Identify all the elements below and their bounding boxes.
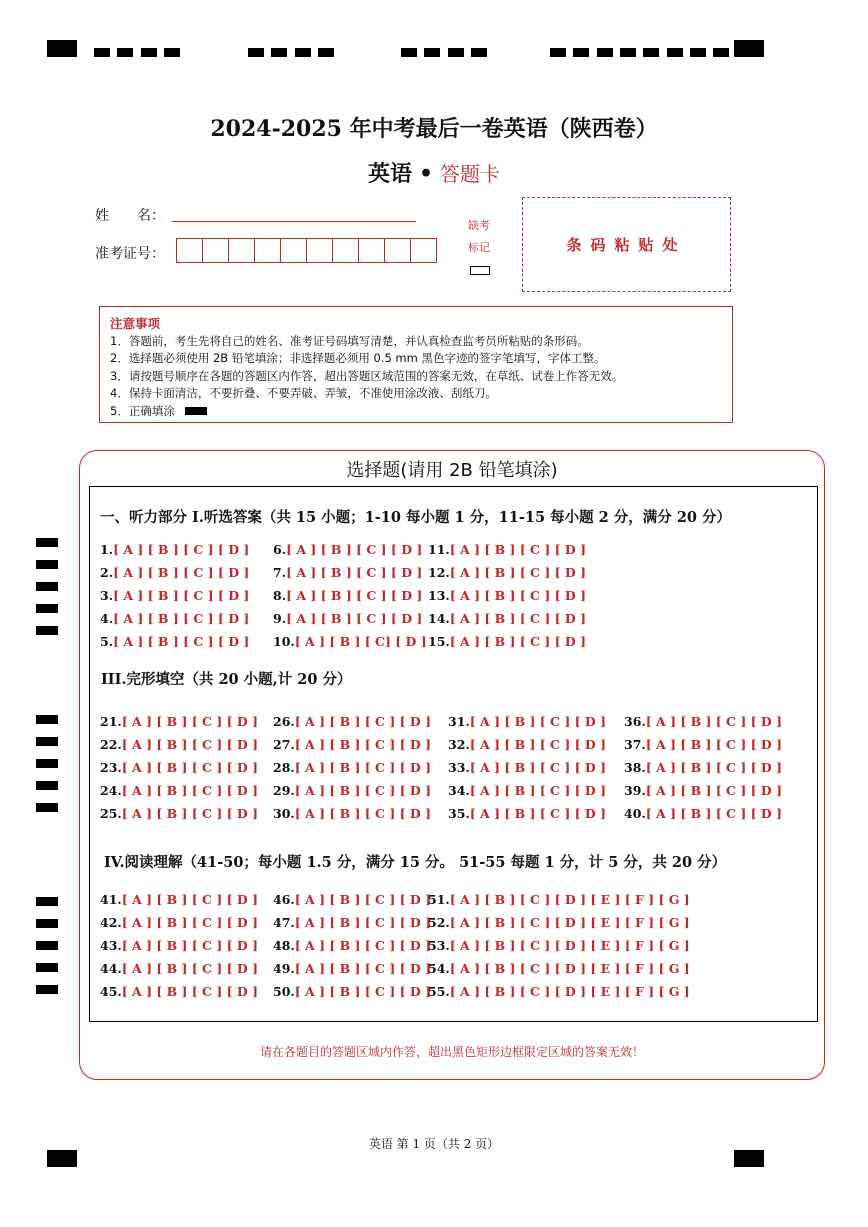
id-digit-box[interactable] [176, 238, 203, 263]
timing-mark [36, 781, 58, 790]
answer-options[interactable]: [ A ] [ B ] [ C ] [ D ] [294, 938, 431, 953]
answer-row[interactable] [273, 714, 431, 729]
answer-row[interactable] [273, 961, 431, 976]
answer-row[interactable] [100, 714, 258, 729]
answer-options[interactable]: [ A ] [ B ] [ C ] [ D ] [286, 611, 423, 626]
answer-row[interactable] [100, 984, 258, 999]
subtitle-dot: • [418, 161, 434, 187]
answer-options[interactable]: [ A ] [ B ] [ C ] [ D ] [121, 938, 258, 953]
question-number: 46. [273, 892, 295, 907]
answer-options[interactable]: [ A ] [ B ] [ C ] [ D ] [449, 634, 586, 649]
question-number: 10. [273, 634, 295, 649]
page-title: 2024-2025 年中考最后一卷英语（陕西卷） [210, 116, 658, 142]
page-subtitle [0, 157, 868, 188]
id-digit-box[interactable] [306, 238, 333, 263]
timing-mark [295, 48, 311, 57]
answer-options[interactable]: [ A ] [ B ] [ C ] [ D ] [645, 714, 782, 729]
question-number: 35. [448, 806, 470, 821]
answer-row[interactable] [100, 961, 258, 976]
barcode-label: 条码粘贴处 [566, 236, 687, 254]
answer-options[interactable]: [ A ] [ B ] [ C ] [ D ] [294, 737, 431, 752]
answer-row[interactable] [448, 737, 606, 752]
timing-mark [36, 715, 58, 724]
answer-options[interactable]: [ A ] [ B ] [ C ] [ D ] [294, 915, 431, 930]
answer-row[interactable] [100, 611, 249, 626]
question-number: 31. [448, 714, 470, 729]
name-field[interactable] [172, 221, 416, 222]
timing-mark [448, 48, 464, 57]
question-number: 22. [100, 737, 122, 752]
answer-options[interactable]: [ A ] [ B ] [ C ] [ D ] [469, 783, 606, 798]
answer-options[interactable]: [ A ] [ B ] [ C ] [ D ] [449, 565, 586, 580]
timing-mark [573, 48, 589, 57]
answer-options[interactable]: [ A ] [ B ] [ C ] [ D ] [121, 892, 258, 907]
answer-row[interactable] [428, 915, 690, 930]
notice-item: 3．请按题号顺序在各题的答题区内作答，超出答题区域范围的答案无效，在草纸、试卷上作答无效。 [110, 368, 624, 383]
answer-row[interactable] [428, 565, 586, 580]
answer-options[interactable]: [ A ] [ B ] [ C ] [ D ] [113, 611, 250, 626]
question-number: 49. [273, 961, 295, 976]
notice-item: 4．保持卡面清洁，不要折叠、不要弄破、弄皱，不准使用涂改液、刮纸刀。 [110, 386, 497, 400]
question-number: 11. [428, 542, 450, 557]
id-digit-box[interactable] [202, 238, 229, 263]
answer-row[interactable] [100, 542, 249, 557]
timing-mark [36, 538, 58, 547]
question-number: 5. [100, 634, 114, 649]
answer-options[interactable]: [ A ] [ B ] [ C ] [ D ] [121, 714, 258, 729]
answer-options[interactable]: [ A ] [ B ] [ C ] [ D ] [113, 634, 250, 649]
answer-options[interactable]: [ A ] [ B ] [ C ] [ D ] [286, 565, 423, 580]
answer-row[interactable] [100, 565, 249, 580]
answer-options[interactable]: [ A ] [ B ] [ C ] [ D ] [ E ] [ F ] [ G ] [449, 892, 690, 907]
answer-row[interactable] [273, 892, 431, 907]
answer-options[interactable]: [ A ] [ B ] [ C ] [ D ] [469, 760, 606, 775]
answer-row[interactable] [273, 588, 422, 603]
answer-row[interactable] [448, 760, 606, 775]
timing-mark [401, 48, 417, 57]
answer-options[interactable]: [ A ] [ B ] [ C ] [ D ] [294, 760, 431, 775]
timing-mark [36, 963, 58, 972]
section-listening-heading: 一、听力部分 I.听选答案（共 15 小题；1-10 每小题 1 分，11-15 每小题 2 分，满分 20 分） [100, 509, 732, 526]
timing-mark [141, 48, 157, 57]
question-number: 2. [100, 565, 114, 580]
notice-item-fill-example [110, 403, 722, 421]
answer-row[interactable] [448, 806, 606, 821]
question-number: 12. [428, 565, 450, 580]
timing-mark [36, 604, 58, 613]
question-number: 7. [273, 565, 287, 580]
answer-options[interactable]: [ A ] [ B ] [ C ] [ D ] [121, 783, 258, 798]
question-number: 6. [273, 542, 287, 557]
answer-options[interactable]: [ A ] [ B ] [ C ] [ D ] [286, 542, 423, 557]
page-footer: 英语 第 1 页（共 2 页） [368, 1137, 500, 1151]
question-number: 51. [428, 892, 450, 907]
timing-mark [597, 48, 613, 57]
question-number: 44. [100, 961, 122, 976]
answer-row[interactable] [100, 760, 258, 775]
barcode-area [522, 197, 731, 292]
question-number: 43. [100, 938, 122, 953]
answer-row[interactable] [100, 634, 249, 649]
question-number: 53. [428, 938, 450, 953]
timing-mark [248, 48, 264, 57]
timing-mark [667, 48, 683, 57]
answer-row[interactable] [273, 760, 431, 775]
timing-mark [36, 626, 58, 635]
answer-options[interactable]: [ A ] [ B ] [ C ] [ D ] [469, 714, 606, 729]
answer-row[interactable] [273, 938, 431, 953]
answer-options[interactable]: [ A ] [ B ] [ C ] [ D ] [121, 737, 258, 752]
boundary-warning: 请在各题目的答题区域内作答，超出黑色矩形边框限定区域的答案无效！ [259, 1045, 644, 1059]
answer-options[interactable]: [ A ] [ B ] [ C ] [ D ] [449, 611, 586, 626]
question-number: 25. [100, 806, 122, 821]
question-number: 24. [100, 783, 122, 798]
question-number: 23. [100, 760, 122, 775]
notice-heading: 注意事项 [110, 316, 161, 331]
timing-mark [620, 48, 636, 57]
answer-row[interactable] [100, 806, 258, 821]
timing-mark-corner-bl [47, 1150, 77, 1167]
answer-options[interactable]: [ A ] [ B ] [ C ] [ D ] [ E ] [ F ] [ G ] [449, 915, 690, 930]
answer-options[interactable]: [ A ] [ B ] [ C ] [ D ] [294, 892, 431, 907]
question-number: 3. [100, 588, 114, 603]
answer-row[interactable] [428, 961, 690, 976]
answer-row[interactable] [273, 565, 422, 580]
answer-options[interactable]: [ A ] [ B ] [ C ] [ D ] [286, 588, 423, 603]
absent-label-line2: 标记 [468, 241, 490, 254]
question-number: 32. [448, 737, 470, 752]
name-label: 姓 名： [95, 208, 165, 224]
answer-options[interactable]: [ A ] [ B ] [ C ] [ D ] [294, 984, 431, 999]
answer-row[interactable] [428, 984, 690, 999]
notice-item: 1．答题前，考生先将自己的姓名、准考证号码填写清楚，并认真检查监考员所粘贴的条形码。 [110, 333, 589, 348]
question-number: 29. [273, 783, 295, 798]
answer-options[interactable]: [ A ] [ B ] [ C ] [ D ] [645, 783, 782, 798]
answer-options[interactable]: [ A ] [ B ] [ C ] [ D ] [645, 737, 782, 752]
answer-options[interactable]: [ A ] [ B ] [ C ] [ D ] [469, 737, 606, 752]
answer-options[interactable]: [ A ] [ B ] [ C ] [ D ] [469, 806, 606, 821]
answer-row[interactable] [100, 938, 258, 953]
filled-bubble-example [185, 407, 207, 415]
answer-row[interactable] [273, 984, 431, 999]
question-number: 9. [273, 611, 287, 626]
answer-row[interactable] [624, 737, 782, 752]
answer-options[interactable]: [ A ] [ B ] [ C ] [ D ] [645, 806, 782, 821]
question-number: 15. [428, 634, 450, 649]
timing-mark [36, 985, 58, 994]
question-number: 47. [273, 915, 295, 930]
notice-item: 2．选择题必须使用 2B 铅笔填涂；非选择题必须用 0.5 mm 黑色字迹的签字笔填写，字体工整。 [110, 351, 606, 365]
answer-options[interactable]: [ A ] [ B ] [ C ] [ D ] [113, 565, 250, 580]
answer-row[interactable] [428, 892, 690, 907]
question-number: 27. [273, 737, 295, 752]
exam-id-boxes[interactable] [177, 238, 437, 263]
answer-row[interactable] [428, 542, 586, 557]
answer-row[interactable] [273, 737, 431, 752]
answer-row[interactable] [100, 892, 258, 907]
id-digit-box[interactable] [228, 238, 255, 263]
answer-options[interactable]: [ A ] [ B ] [ C ] [ D ] [449, 542, 586, 557]
timing-mark [36, 803, 58, 812]
question-number: 21. [100, 714, 122, 729]
answer-row[interactable] [448, 714, 606, 729]
question-number: 55. [428, 984, 450, 999]
question-number: 40. [624, 806, 646, 821]
timing-mark [164, 48, 180, 57]
timing-mark [36, 759, 58, 768]
answer-options[interactable]: [ A ] [ B ] [ C ] [ D ] [294, 714, 431, 729]
question-number: 8. [273, 588, 287, 603]
answer-options[interactable]: [ A ] [ B ] [ C] [ D ] [294, 634, 427, 649]
answer-row[interactable] [624, 714, 782, 729]
answer-row[interactable] [273, 806, 431, 821]
id-digit-box[interactable] [254, 238, 281, 263]
question-number: 39. [624, 783, 646, 798]
id-digit-box[interactable] [332, 238, 359, 263]
timing-mark [36, 897, 58, 906]
absent-label-line1: 缺考 [468, 219, 490, 232]
answer-row[interactable] [100, 915, 258, 930]
question-number: 41. [100, 892, 122, 907]
timing-mark [550, 48, 566, 57]
answer-options[interactable]: [ A ] [ B ] [ C ] [ D ] [113, 588, 250, 603]
question-number: 4. [100, 611, 114, 626]
answer-row[interactable] [273, 542, 422, 557]
id-digit-box[interactable] [280, 238, 307, 263]
answer-row[interactable] [428, 938, 690, 953]
answer-options[interactable]: [ A ] [ B ] [ C ] [ D ] [121, 984, 258, 999]
timing-mark-corner-tr [734, 40, 764, 57]
answer-row[interactable] [624, 783, 782, 798]
answer-row[interactable] [273, 783, 431, 798]
answer-row[interactable] [428, 611, 586, 626]
id-digit-box[interactable] [384, 238, 411, 263]
timing-mark [690, 48, 706, 57]
answer-row[interactable] [273, 611, 422, 626]
answer-options[interactable]: [ A ] [ B ] [ C ] [ D ] [294, 961, 431, 976]
question-number: 1. [100, 542, 114, 557]
answer-options[interactable]: [ A ] [ B ] [ C ] [ D ] [294, 806, 431, 821]
answer-options[interactable]: [ A ] [ B ] [ C ] [ D ] [ E ] [ F ] [ G ] [449, 961, 690, 976]
answer-row[interactable] [100, 588, 249, 603]
answer-options[interactable]: [ A ] [ B ] [ C ] [ D ] [113, 542, 250, 557]
question-number: 28. [273, 760, 295, 775]
timing-mark [36, 582, 58, 591]
id-digit-box[interactable] [358, 238, 385, 263]
answer-options[interactable]: [ A ] [ B ] [ C ] [ D ] [449, 588, 586, 603]
timing-mark [36, 919, 58, 928]
answer-region-title: 选择题(请用 2B 铅笔填涂) [346, 460, 558, 481]
timing-mark [471, 48, 487, 57]
answer-row[interactable] [624, 760, 782, 775]
answer-row[interactable] [448, 783, 606, 798]
answer-options[interactable]: [ A ] [ B ] [ C ] [ D ] [121, 806, 258, 821]
answer-options[interactable]: [ A ] [ B ] [ C ] [ D ] [ E ] [ F ] [ G ] [449, 938, 690, 953]
question-number: 34. [448, 783, 470, 798]
question-number: 50. [273, 984, 295, 999]
card-kind-label: 答题卡 [440, 162, 501, 186]
exam-id-label: 准考证号： [95, 246, 165, 262]
question-number: 37. [624, 737, 646, 752]
timing-mark [643, 48, 659, 57]
question-number: 45. [100, 984, 122, 999]
question-number: 14. [428, 611, 450, 626]
question-number: 52. [428, 915, 450, 930]
question-number: 30. [273, 806, 295, 821]
timing-mark [36, 737, 58, 746]
answer-row[interactable] [428, 634, 586, 649]
answer-options[interactable]: [ A ] [ B ] [ C ] [ D ] [ E ] [ F ] [ G ] [449, 984, 690, 999]
question-number: 54. [428, 961, 450, 976]
answer-options[interactable]: [ A ] [ B ] [ C ] [ D ] [645, 760, 782, 775]
answer-row[interactable] [100, 783, 258, 798]
absent-mark-box[interactable] [470, 266, 490, 275]
question-number: 48. [273, 938, 295, 953]
question-number: 38. [624, 760, 646, 775]
timing-mark [424, 48, 440, 57]
answer-row[interactable] [428, 588, 586, 603]
section-reading-heading: IV.阅读理解（41-50；每小题 1.5 分，满分 15 分。 51-55 每题 1 分，计 5 分，共 20 分） [104, 854, 727, 871]
timing-mark [318, 48, 334, 57]
answer-options[interactable]: [ A ] [ B ] [ C ] [ D ] [121, 961, 258, 976]
absent-mark-label [460, 215, 498, 259]
answer-row[interactable] [273, 915, 431, 930]
question-number: 13. [428, 588, 450, 603]
answer-options[interactable]: [ A ] [ B ] [ C ] [ D ] [121, 915, 258, 930]
answer-row[interactable] [100, 737, 258, 752]
timing-mark [94, 48, 110, 57]
notice-box [99, 306, 733, 423]
question-number: 42. [100, 915, 122, 930]
timing-mark [713, 48, 729, 57]
answer-options[interactable]: [ A ] [ B ] [ C ] [ D ] [294, 783, 431, 798]
timing-mark-corner-tl [47, 40, 77, 57]
notice-item-text: 5．正确填涂 [110, 403, 175, 418]
timing-mark [36, 941, 58, 950]
timing-mark [117, 48, 133, 57]
timing-mark [36, 560, 58, 569]
id-digit-box[interactable] [410, 238, 437, 263]
question-number: 36. [624, 714, 646, 729]
timing-mark [271, 48, 287, 57]
subject-label: 英语 [367, 161, 412, 187]
timing-mark-corner-br [734, 1150, 764, 1167]
section-cloze-heading: III.完形填空（共 20 小题,计 20 分） [101, 671, 352, 688]
question-number: 26. [273, 714, 295, 729]
question-number: 33. [448, 760, 470, 775]
answer-row[interactable] [273, 634, 427, 649]
answer-row[interactable] [624, 806, 782, 821]
answer-options[interactable]: [ A ] [ B ] [ C ] [ D ] [121, 760, 258, 775]
